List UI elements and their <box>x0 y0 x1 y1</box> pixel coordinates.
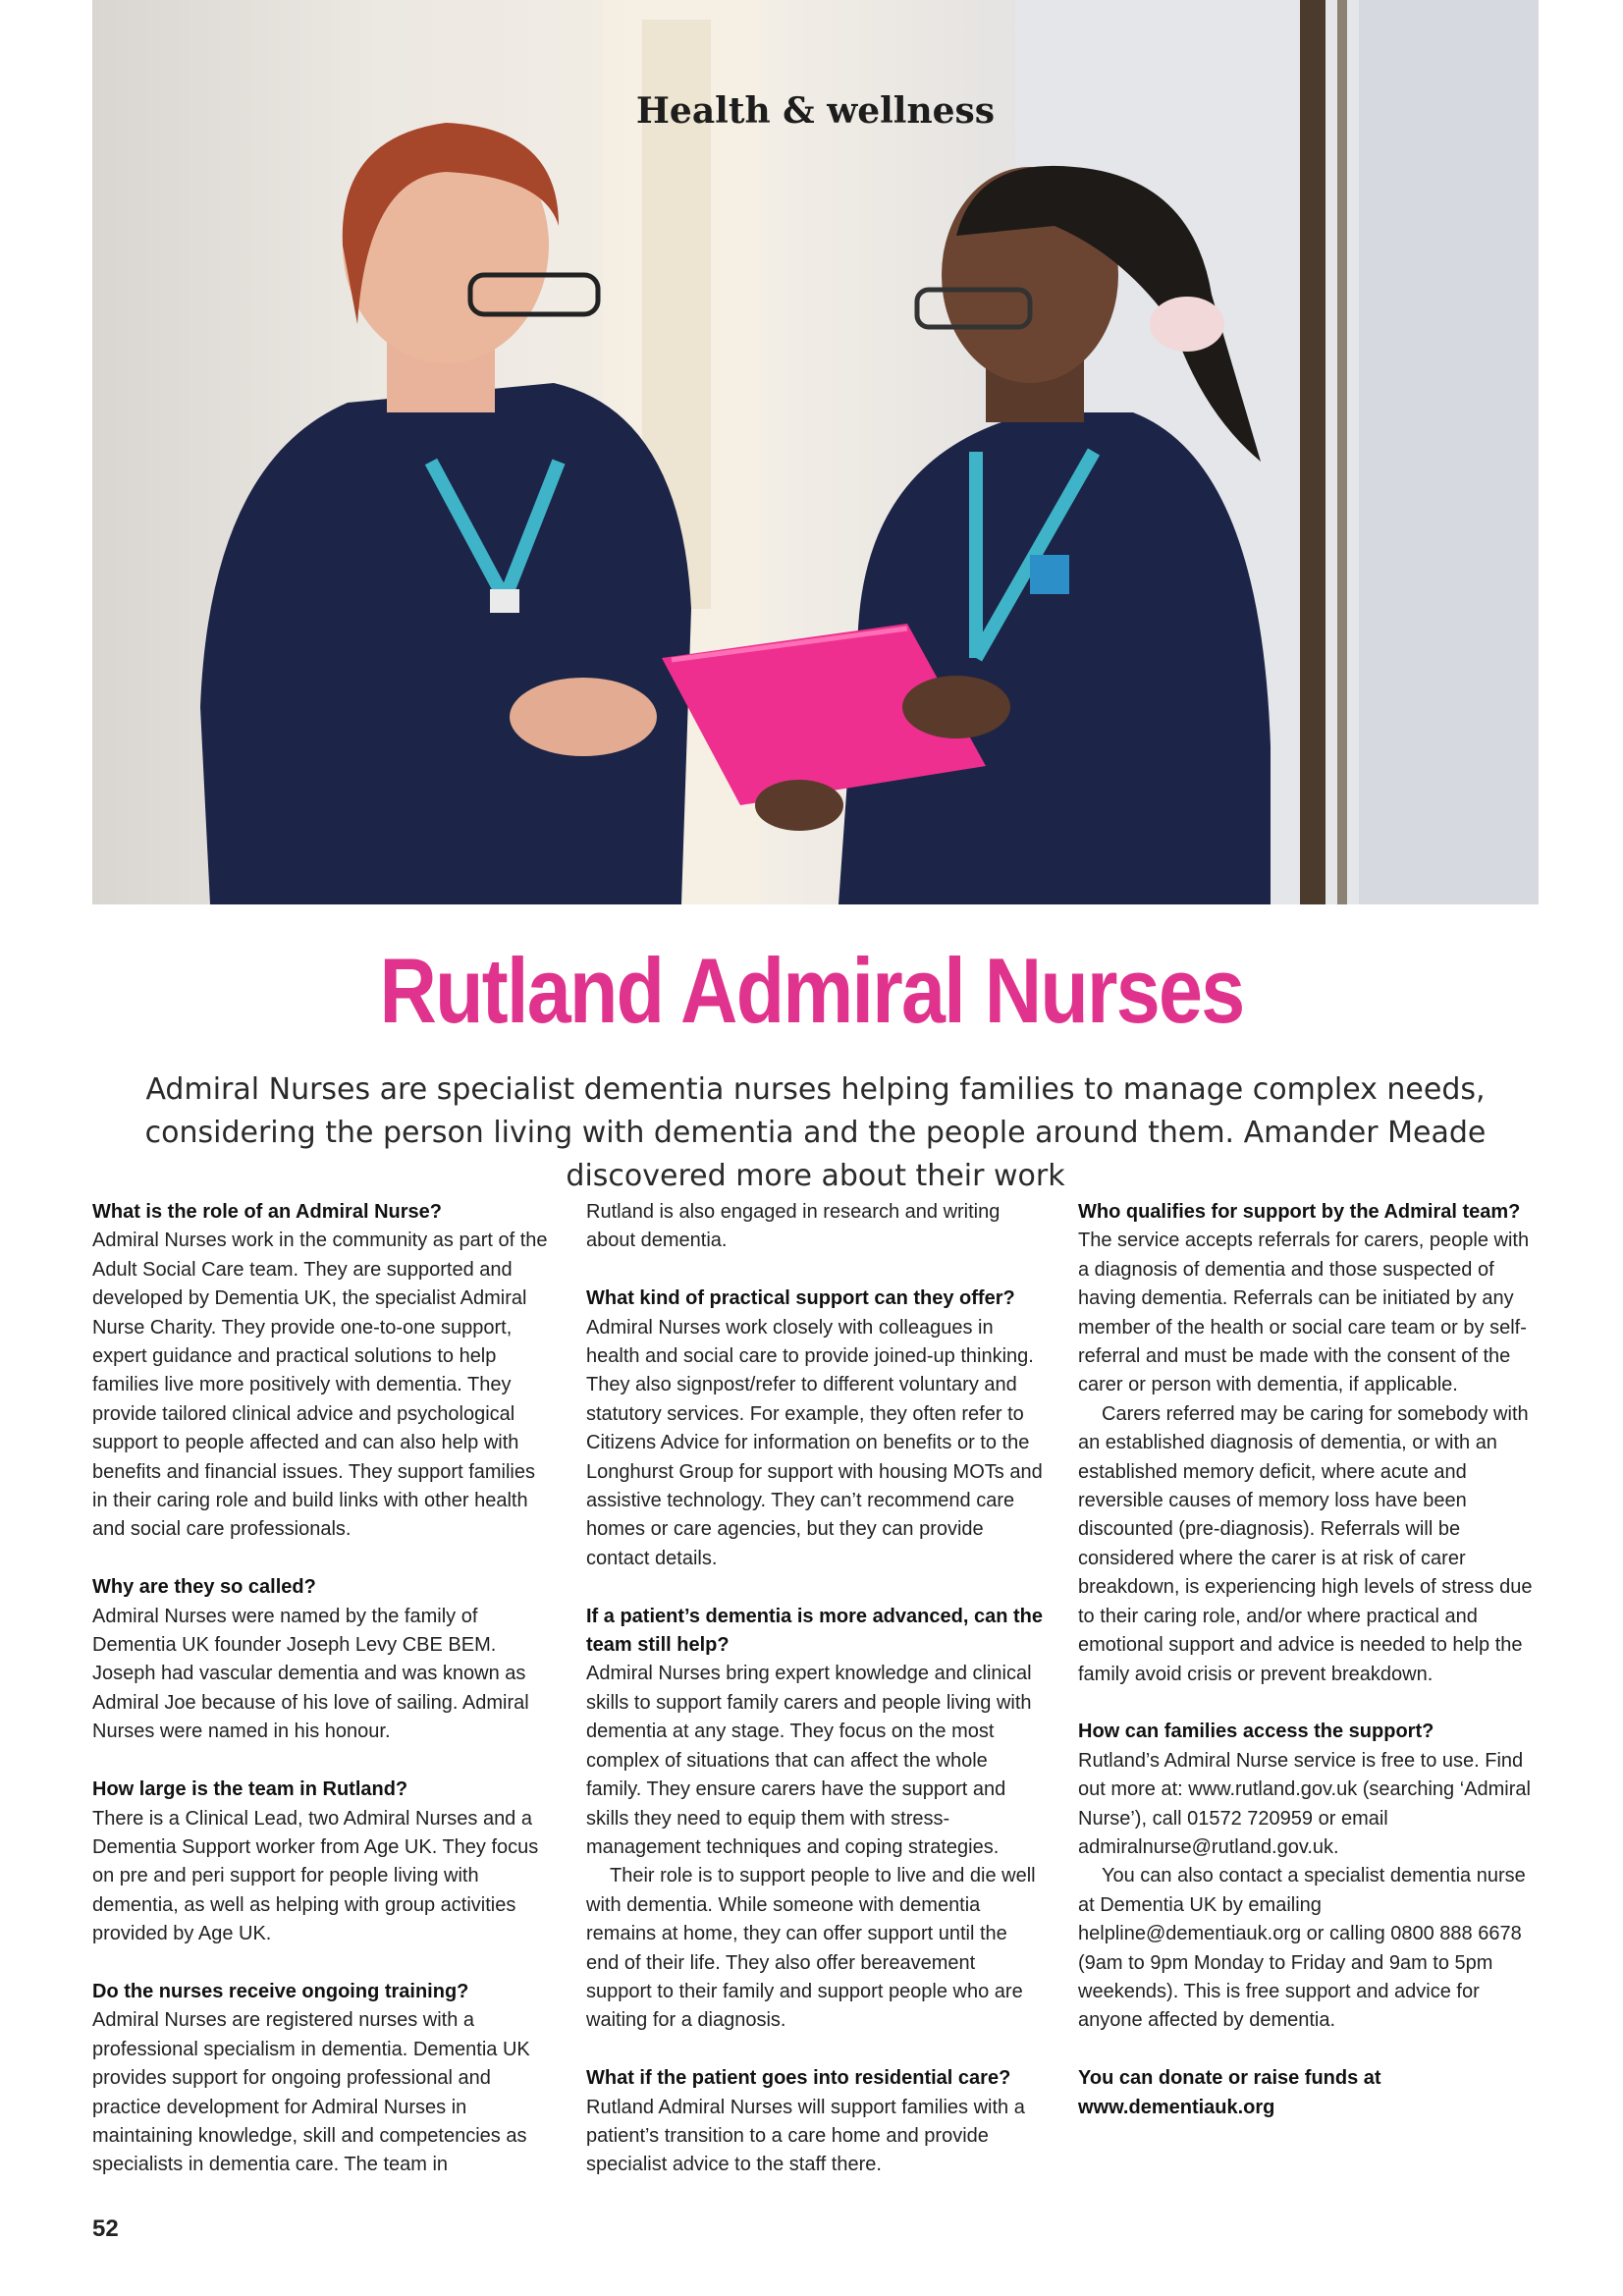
nurses-illustration <box>92 0 1539 904</box>
section-heading: If a patient’s dementia is more advanced, can the team still help? <box>586 1605 1043 1657</box>
section-body: Rutland Admiral Nurses will support families with a patient’s transition to a care home and provide specialist advice to the staff there. <box>586 2096 1025 2176</box>
section-body: Their role is to support people to live and die well with dementia. While someone with dementia remains at home, they can offer support until the end of their life. They also offer bereavement support to their family and support people who are waiting for a diagnosis. <box>586 1865 1036 2032</box>
section-body: Admiral Nurses work closely with colleagues in health and social care to provide joined-up thinking. They also signpost/refer to different voluntary and statutory services. For example, they often refer to Citizens Advice for information on benefits or to the Longhurst Group for support with housing MOTs and assistive technology. They can’t recommend care homes or care agencies, but they can provide contact details. <box>586 1316 1043 1569</box>
section-heading: Do the nurses receive ongoing training? <box>92 1980 469 2002</box>
section-heading: What if the patient goes into residential care? <box>586 2067 1011 2090</box>
section-label: Health & wellness <box>635 90 996 132</box>
section-heading: Who qualifies for support by the Admiral team? <box>1078 1201 1521 1223</box>
donate-callout: You can donate or raise funds at www.dementiauk.org <box>1078 2067 1381 2118</box>
article-title: Rutland Admiral Nurses <box>379 939 1244 1042</box>
column-2 <box>586 1198 1043 2180</box>
section-heading: What is the role of an Admiral Nurse? <box>92 1201 442 1223</box>
page-number: 52 <box>92 2215 119 2242</box>
section-body: Carers referred may be caring for somebody with an established diagnosis of dementia, or with an established memory deficit, where acute and reversible causes of memory loss have been discounted (pre-diagnosis). Referrals will be considered where the carer is at risk of carer breakdown, is experiencing high levels of stress due to their caring role, and/or where practical and emotional support and advice is needed to help the family avoid crisis or prevent breakdown. <box>1078 1402 1533 1685</box>
section-heading: Why are they so called? <box>92 1576 316 1599</box>
section-body: You can also contact a specialist dementia nurse at Dementia UK by emailing helpline@dementiauk.org or calling 0800 888 6678 (9am to 9pm Monday to Friday and 9am to 5pm weekends). This is free support and advice for anyone affected by dementia. <box>1078 1865 1526 2032</box>
section-body: There is a Clinical Lead, two Admiral Nurses and a Dementia Support worker from Age UK. They focus on pre and peri support for people living with dementia, as well as helping with group activities provided by Age UK. <box>92 1807 539 1945</box>
section-heading: How can families access the support? <box>1078 1721 1434 1743</box>
section-body: Rutland’s Admiral Nurse service is free to use. Find out more at: www.rutland.gov.uk (searching ‘Admiral Nurse’), call 01572 720959 or email admiralnurse@rutland.gov.uk. <box>1078 1749 1531 1858</box>
hero-photo <box>92 0 1539 904</box>
column-3 <box>1078 1198 1535 2122</box>
section-heading: What kind of practical support can they offer? <box>586 1287 1015 1310</box>
section-heading: How large is the team in Rutland? <box>92 1778 408 1801</box>
column-1 <box>92 1198 549 2180</box>
section-body: Admiral Nurses are registered nurses with a professional specialism in dementia. Dementia UK provides support for ongoing professional and practice development for Admiral Nurses in maintaining knowledge, skill and competencies as specialists in dementia care. The team in <box>92 2009 530 2176</box>
section-body: Admiral Nurses bring expert knowledge and clinical skills to support family carers and people living with dementia at any stage. They focus on the most complex of situations that can affect the whole family. They ensure carers have the support and skills they need to equip them with stress-management techniques and coping strategies. <box>586 1663 1032 1858</box>
section-body: Admiral Nurses were named by the family of Dementia UK founder Joseph Levy CBE BEM. Joseph had vascular dementia and was known as Admiral Joe because of his love of sailing. Admiral Nurses were named in his honour. <box>92 1605 529 1743</box>
article-standfirst: Admiral Nurses are specialist dementia nurses helping families to manage complex needs, considering the person living with dementia and the people around them. Amander Meade discovered more about their work <box>144 1072 1487 1193</box>
section-body: Admiral Nurses work in the community as part of the Adult Social Care team. They are supported and developed by Dementia UK, the specialist Admiral Nurse Charity. They provide one-to-one support, expert guidance and practical solutions to help families live more positively with dementia. They provide tailored clinical advice and psychological support to people affected and can also help with benefits and financial issues. They support families in their caring role and build links with other health and social care professionals. <box>92 1230 548 1541</box>
section-body: The service accepts referrals for carers, people with a diagnosis of dementia and those suspected of having dementia. Referrals can be initiated by any member of the health or social care team or by self-referral and must be made with the consent of the carer or person with dementia, if applicable. <box>1078 1230 1530 1396</box>
section-body-continued: Rutland is also engaged in research and writing about dementia. <box>586 1201 1001 1252</box>
